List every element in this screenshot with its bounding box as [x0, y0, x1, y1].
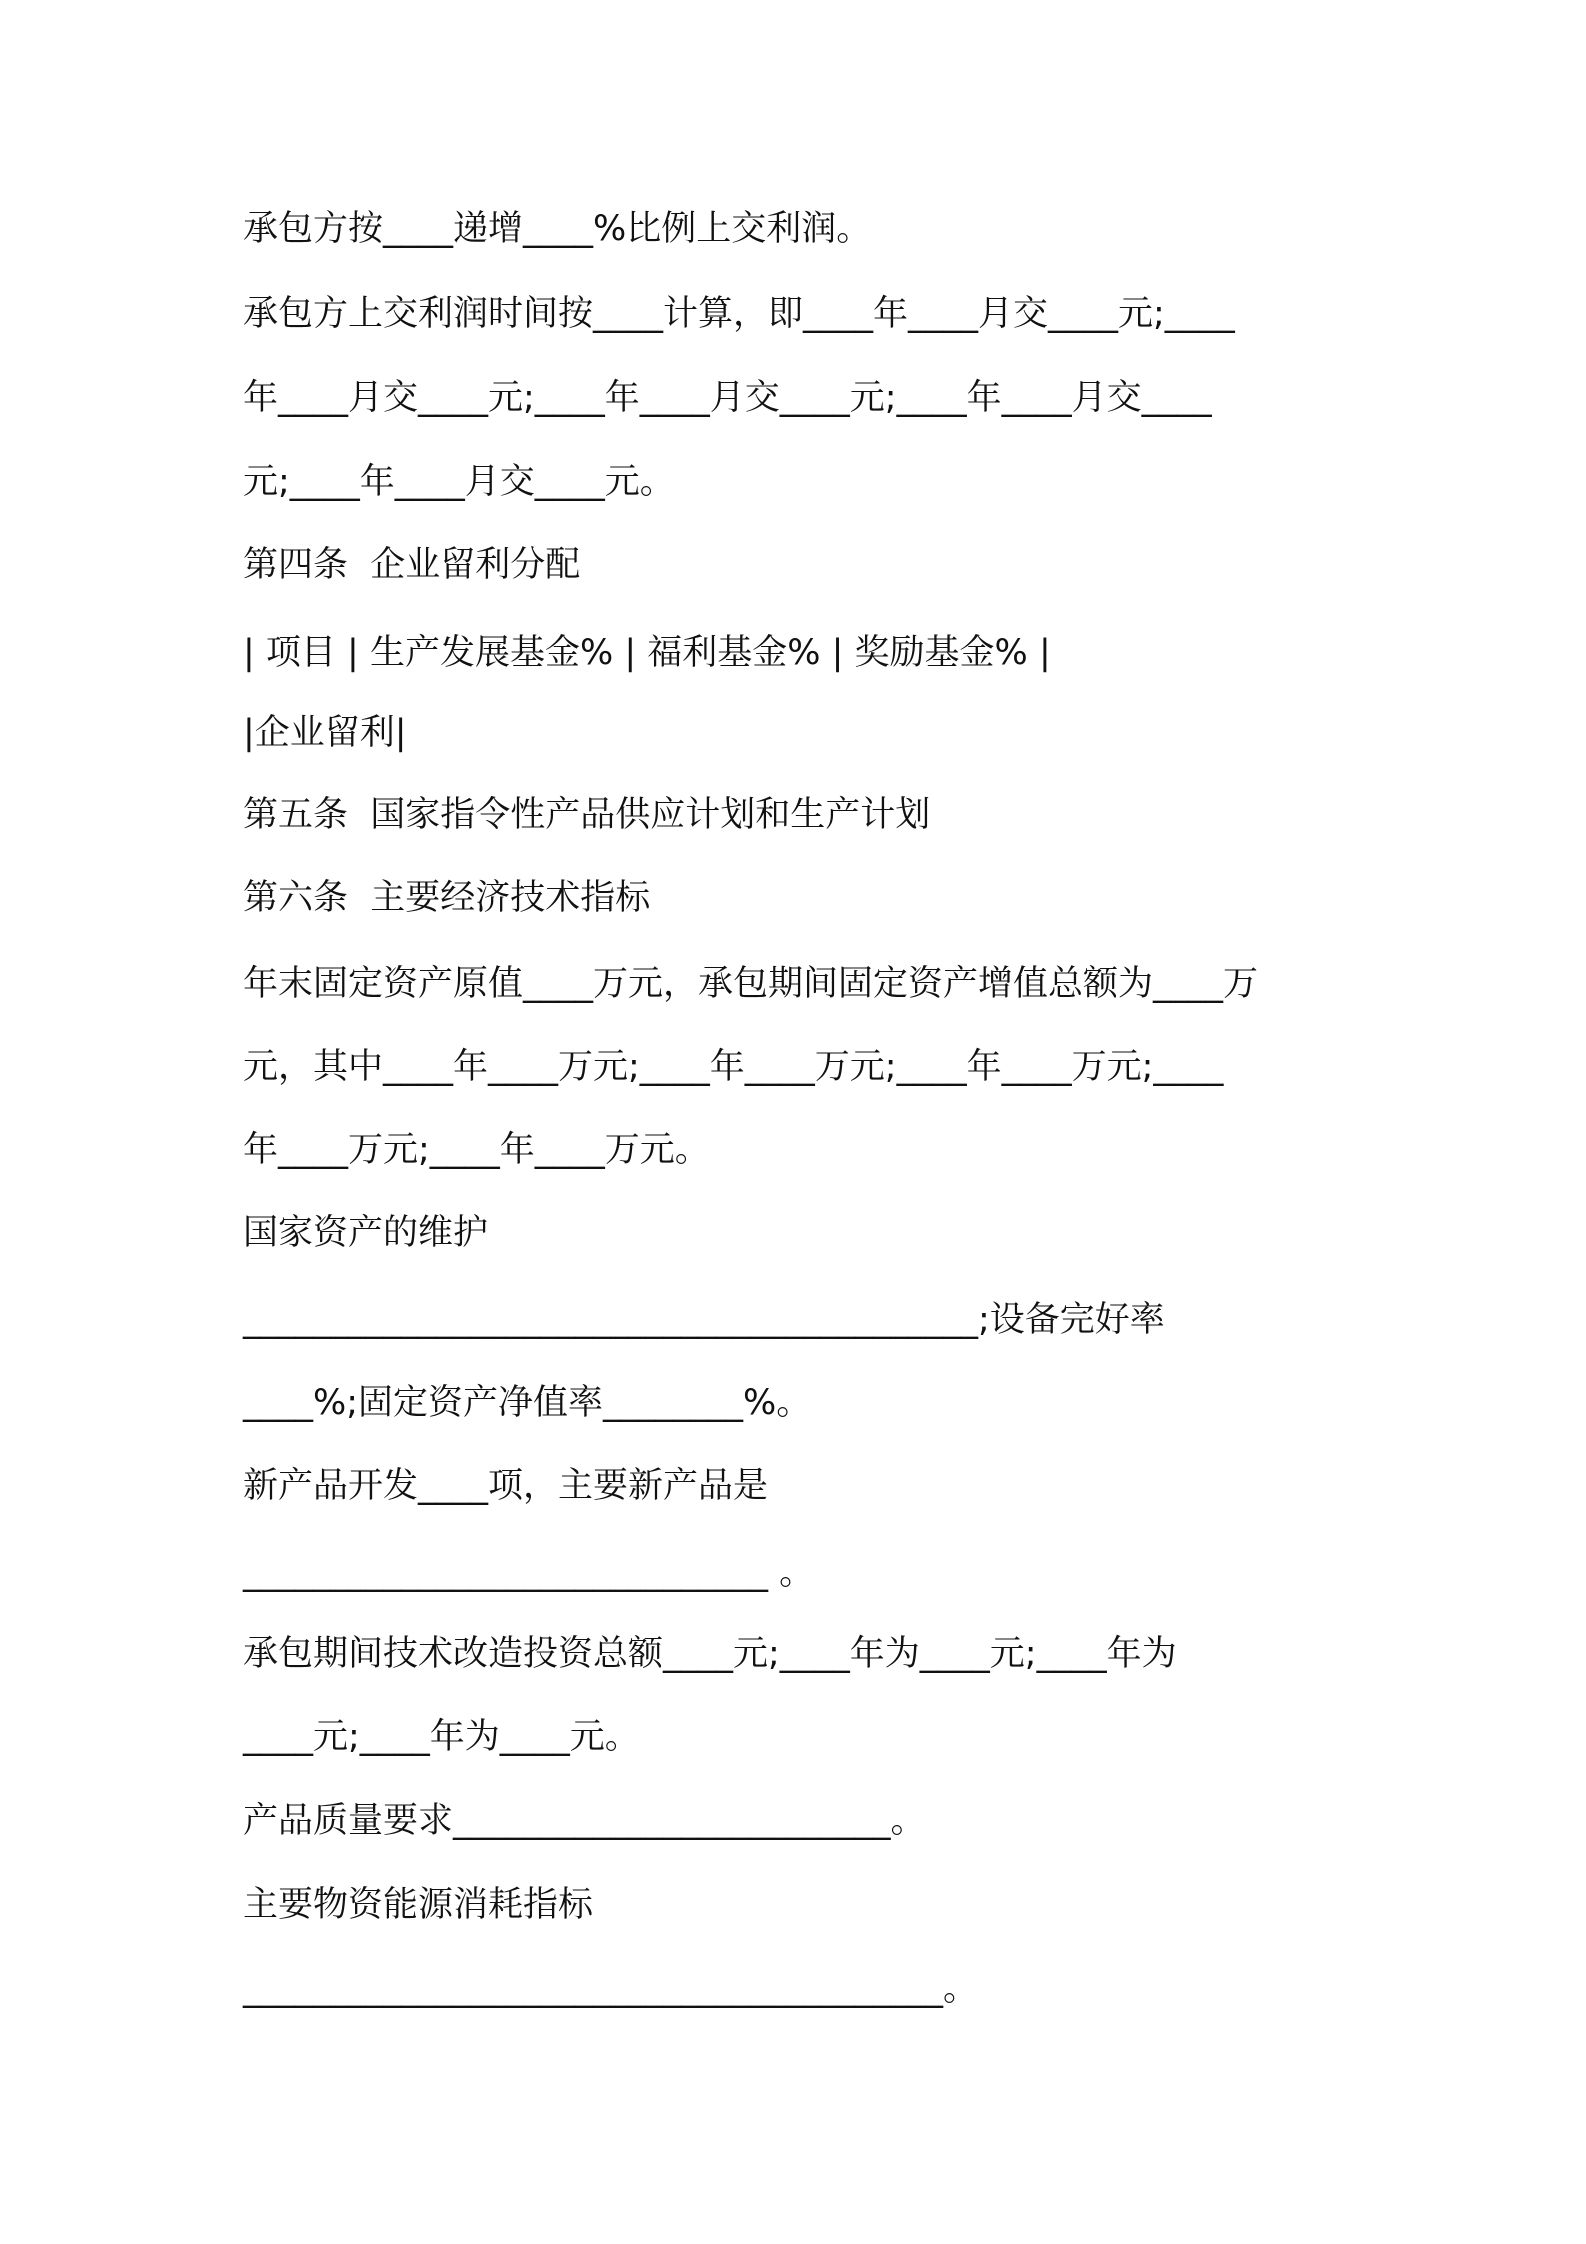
text-line-fixed-assets-2: 元，其中____年____万元;____年____万元;____年____万元;____	[243, 1047, 1224, 1087]
retained-profit-table-header: | 项目 | 生产发展基金% | 福利基金% | 奖励基金% |	[243, 633, 1051, 673]
text-line-fixed-assets-1: 年末固定资产原值____万元，承包期间固定资产增值总额为____万	[243, 964, 1259, 1004]
text-line-fixed-assets-3: 年____万元;____年____万元。	[243, 1130, 710, 1170]
text-line-new-products-2: ______________________________ 。	[243, 1553, 815, 1593]
text-line-profit-schedule-2: 年____月交____元;____年____月交____元;____年____月交____	[243, 378, 1212, 418]
text-line-equipment-rate: __________________________________________;设备完好率	[243, 1300, 1165, 1340]
text-line-profit-increase: 承包方按____递增____%比例上交利润。	[243, 209, 872, 249]
text-line-profit-schedule-3: 元;____年____月交____元。	[243, 462, 675, 502]
subheading-state-assets: 国家资产的维护	[243, 1213, 489, 1253]
article-6-heading: 第六条 主要经济技术指标	[243, 878, 651, 918]
text-line-tech-investment-2: ____元;____年为____元。	[243, 1717, 640, 1757]
text-line-quality-requirement: 产品质量要求_________________________。	[243, 1801, 926, 1841]
text-line-profit-schedule-1: 承包方上交利润时间按____计算，即____年____月交____元;____	[243, 294, 1235, 334]
text-line-net-value-rate: ____%;固定资产净值率________%。	[243, 1383, 812, 1423]
retained-profit-table-row: |企业留利|	[243, 713, 407, 753]
text-line-tech-investment-1: 承包期间技术改造投资总额____元;____年为____元;____年为	[243, 1634, 1177, 1674]
article-5-heading: 第五条 国家指令性产品供应计划和生产计划	[243, 795, 931, 835]
subheading-energy-consumption: 主要物资能源消耗指标	[243, 1885, 594, 1925]
article-4-heading: 第四条 企业留利分配	[243, 545, 581, 585]
text-line-new-products-1: 新产品开发____项，主要新产品是	[243, 1466, 769, 1506]
text-line-energy-consumption: ________________________________________。	[243, 1969, 979, 2009]
